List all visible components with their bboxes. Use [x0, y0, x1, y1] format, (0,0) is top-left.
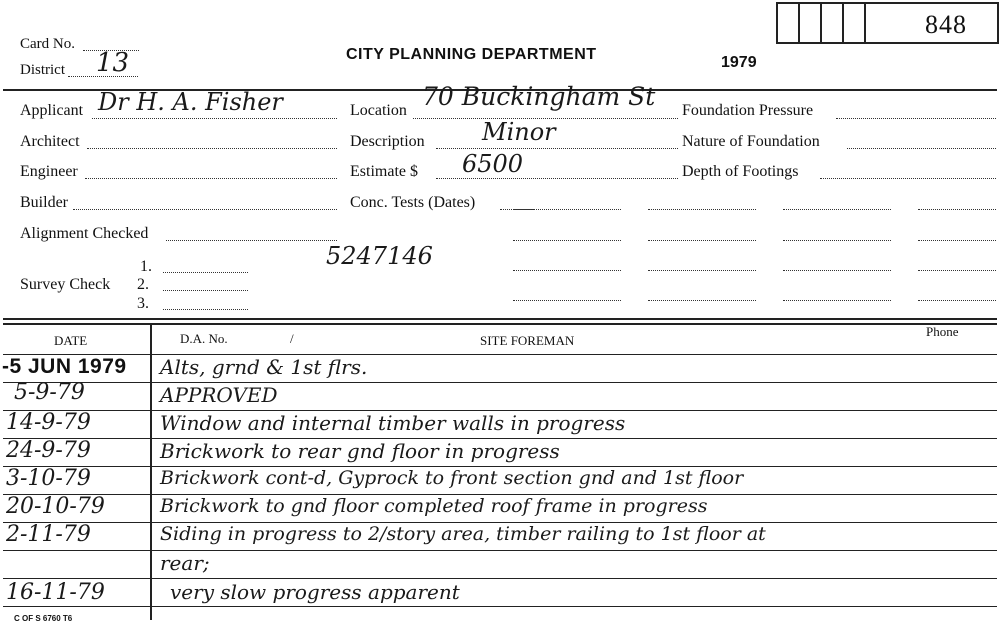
- log-date-stamp: -5 JUN 1979: [2, 355, 127, 378]
- survey-item-2: 2.: [137, 276, 149, 293]
- log-text: Window and internal timber walls in progress: [160, 411, 626, 435]
- log-text: very slow progress apparent: [170, 580, 460, 604]
- log-text: Brickwork to rear gnd floor in progress: [160, 439, 560, 463]
- card-no-label: Card No.: [20, 36, 75, 52]
- applicant-value: Dr H. A. Fisher: [98, 88, 283, 116]
- log-text: rear;: [160, 551, 210, 575]
- log-date: 24-9-79: [6, 438, 91, 463]
- description-value: Minor: [482, 118, 556, 146]
- log-date: 3-10-79: [6, 466, 91, 491]
- architect-label: Architect: [20, 133, 80, 150]
- log-text: Siding in progress to 2/story area, timber railing to 1st floor at: [160, 523, 766, 545]
- survey-item-1: 1.: [140, 258, 152, 275]
- location-label: Location: [350, 102, 407, 119]
- estimate-label: Estimate $: [350, 163, 418, 180]
- survey-label: Survey Check: [20, 276, 111, 293]
- survey-item-3: 3.: [137, 295, 149, 312]
- builder-label: Builder: [20, 194, 68, 211]
- da-no-header: D.A. No.: [180, 331, 228, 346]
- header-slash: /: [290, 331, 294, 346]
- nature-of-foundation-label: Nature of Foundation: [682, 133, 820, 150]
- conc-tests-label: Conc. Tests (Dates): [350, 194, 476, 211]
- year: 1979: [721, 54, 757, 71]
- footer-code: C OF S 6760 T6: [14, 614, 73, 623]
- survey-value: 5247146: [326, 242, 433, 270]
- log-date: 5-9-79: [14, 380, 85, 405]
- log-text: Brickwork to gnd floor completed roof frame in progress: [160, 495, 708, 517]
- district-label: District: [20, 62, 65, 78]
- card-number: 848: [925, 10, 967, 39]
- estimate-value: 6500: [462, 150, 524, 178]
- location-value: 70 Buckingham St: [422, 82, 656, 111]
- log-date: 2-11-79: [6, 522, 91, 547]
- district-value: 13: [96, 48, 130, 78]
- date-header: DATE: [54, 333, 88, 348]
- department-title: CITY PLANNING DEPARTMENT: [346, 46, 597, 63]
- applicant-label: Applicant: [20, 102, 84, 119]
- log-date: 14-9-79: [6, 410, 91, 435]
- log-text: APPROVED: [160, 383, 278, 407]
- log-date: 16-11-79: [6, 580, 105, 605]
- site-foreman-header: SITE FOREMAN: [480, 333, 575, 348]
- engineer-label: Engineer: [20, 163, 78, 180]
- description-label: Description: [350, 133, 425, 150]
- alignment-label: Alignment Checked: [20, 225, 149, 242]
- depth-of-footings-label: Depth of Footings: [682, 163, 799, 180]
- foundation-pressure-label: Foundation Pressure: [682, 102, 814, 119]
- log-text: Alts, grnd & 1st flrs.: [160, 355, 368, 379]
- log-date: 20-10-79: [6, 494, 105, 519]
- phone-header: Phone: [926, 324, 959, 339]
- log-text: Brickwork cont-d, Gyprock to front section gnd and 1st floor: [160, 467, 744, 489]
